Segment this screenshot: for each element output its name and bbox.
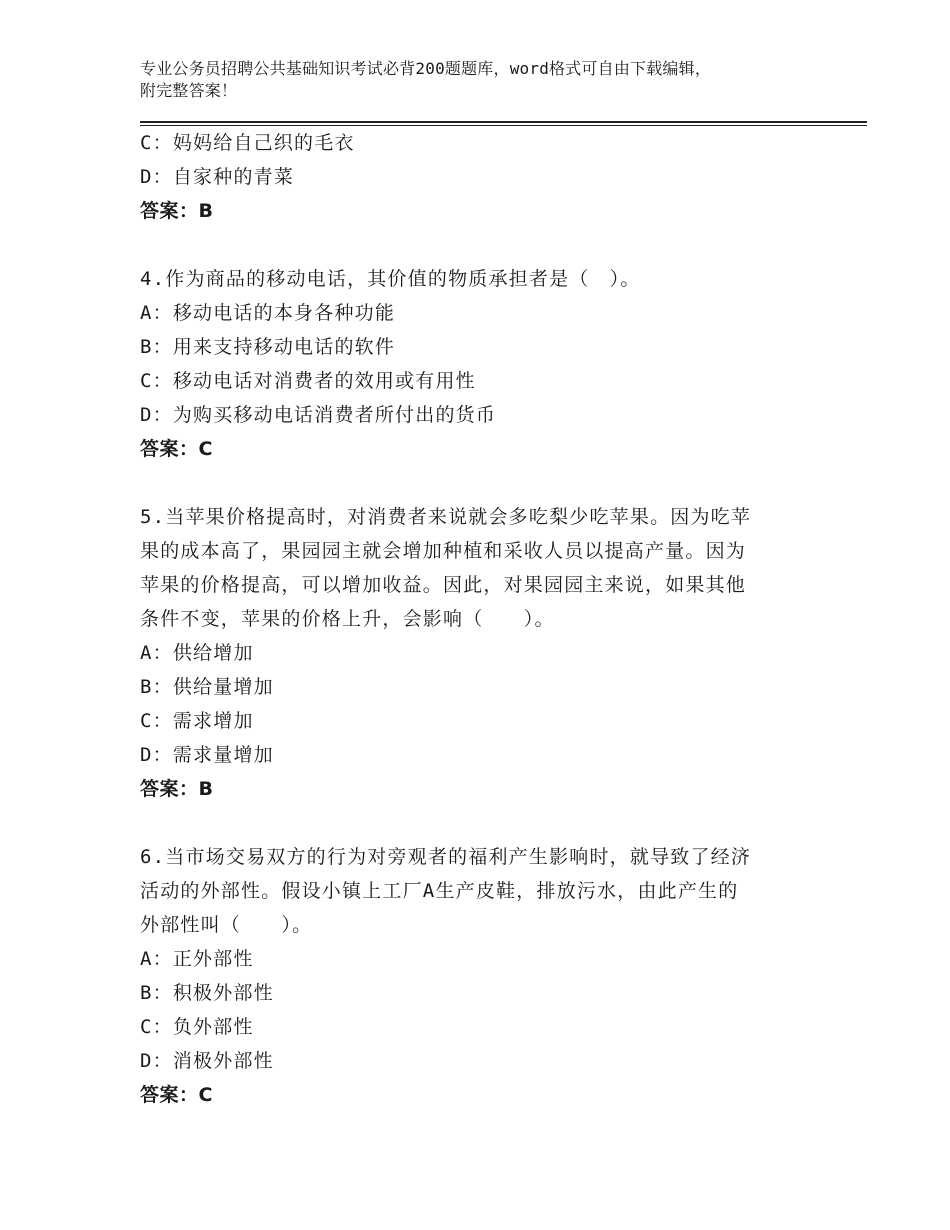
question-stem-line: 活动的外部性。假设小镇上工厂A生产皮鞋，排放污水，由此产生的 xyxy=(140,880,739,902)
spacer xyxy=(140,806,810,840)
option-a: A：正外部性 xyxy=(140,948,254,970)
answer-label: 答案：B xyxy=(140,200,214,222)
option-a: A：移动电话的本身各种功能 xyxy=(140,302,396,324)
option-c: C：负外部性 xyxy=(140,1016,254,1038)
question-stem-line: 条件不变，苹果的价格上升，会影响（ ）。 xyxy=(140,608,555,630)
answer-label: 答案：C xyxy=(140,438,213,460)
answer-label: 答案：B xyxy=(140,778,214,800)
option-c: C：需求增加 xyxy=(140,710,254,732)
question-stem-line: 苹果的价格提高，可以增加收益。因此，对果园园主来说，如果其他 xyxy=(140,574,747,596)
option-d: D：为购买移动电话消费者所付出的货币 xyxy=(140,404,497,426)
option-c: C：移动电话对消费者的效用或有用性 xyxy=(140,370,476,392)
question-stem-line: 4.作为商品的移动电话，其价值的物质承担者是（ ）。 xyxy=(140,268,641,290)
header-line-2: 附完整答案！ xyxy=(140,81,238,100)
option-b: B：积极外部性 xyxy=(140,982,274,1004)
spacer xyxy=(140,466,810,500)
question-list xyxy=(140,126,810,1112)
page-header xyxy=(140,58,810,102)
question-4 xyxy=(140,262,810,466)
option-d: D：消极外部性 xyxy=(140,1050,274,1072)
option-d: D：自家种的青菜 xyxy=(140,166,295,188)
header-line-1: 专业公务员招聘公共基础知识考试必背200题题库，word格式可自由下载编辑， xyxy=(140,59,712,78)
option-c: C：妈妈给自己织的毛衣 xyxy=(140,132,355,154)
option-b: B：用来支持移动电话的软件 xyxy=(140,336,396,358)
question-3 xyxy=(140,126,810,228)
question-stem-line: 6.当市场交易双方的行为对旁观者的福利产生影响时，就导致了经济 xyxy=(140,846,752,868)
question-stem-line: 5.当苹果价格提高时，对消费者来说就会多吃梨少吃苹果。因为吃苹 xyxy=(140,506,752,528)
option-b: B：供给量增加 xyxy=(140,676,274,698)
question-stem-line: 果的成本高了，果园园主就会增加种植和采收人员以提高产量。因为 xyxy=(140,540,747,562)
answer-label: 答案：C xyxy=(140,1084,213,1106)
question-5 xyxy=(140,500,810,806)
option-d: D：需求量增加 xyxy=(140,744,274,766)
question-6 xyxy=(140,840,810,1112)
question-stem-line: 外部性叫（ ）。 xyxy=(140,914,313,936)
header-rule-thick xyxy=(140,121,867,123)
option-a: A：供给增加 xyxy=(140,642,254,664)
spacer xyxy=(140,228,810,262)
